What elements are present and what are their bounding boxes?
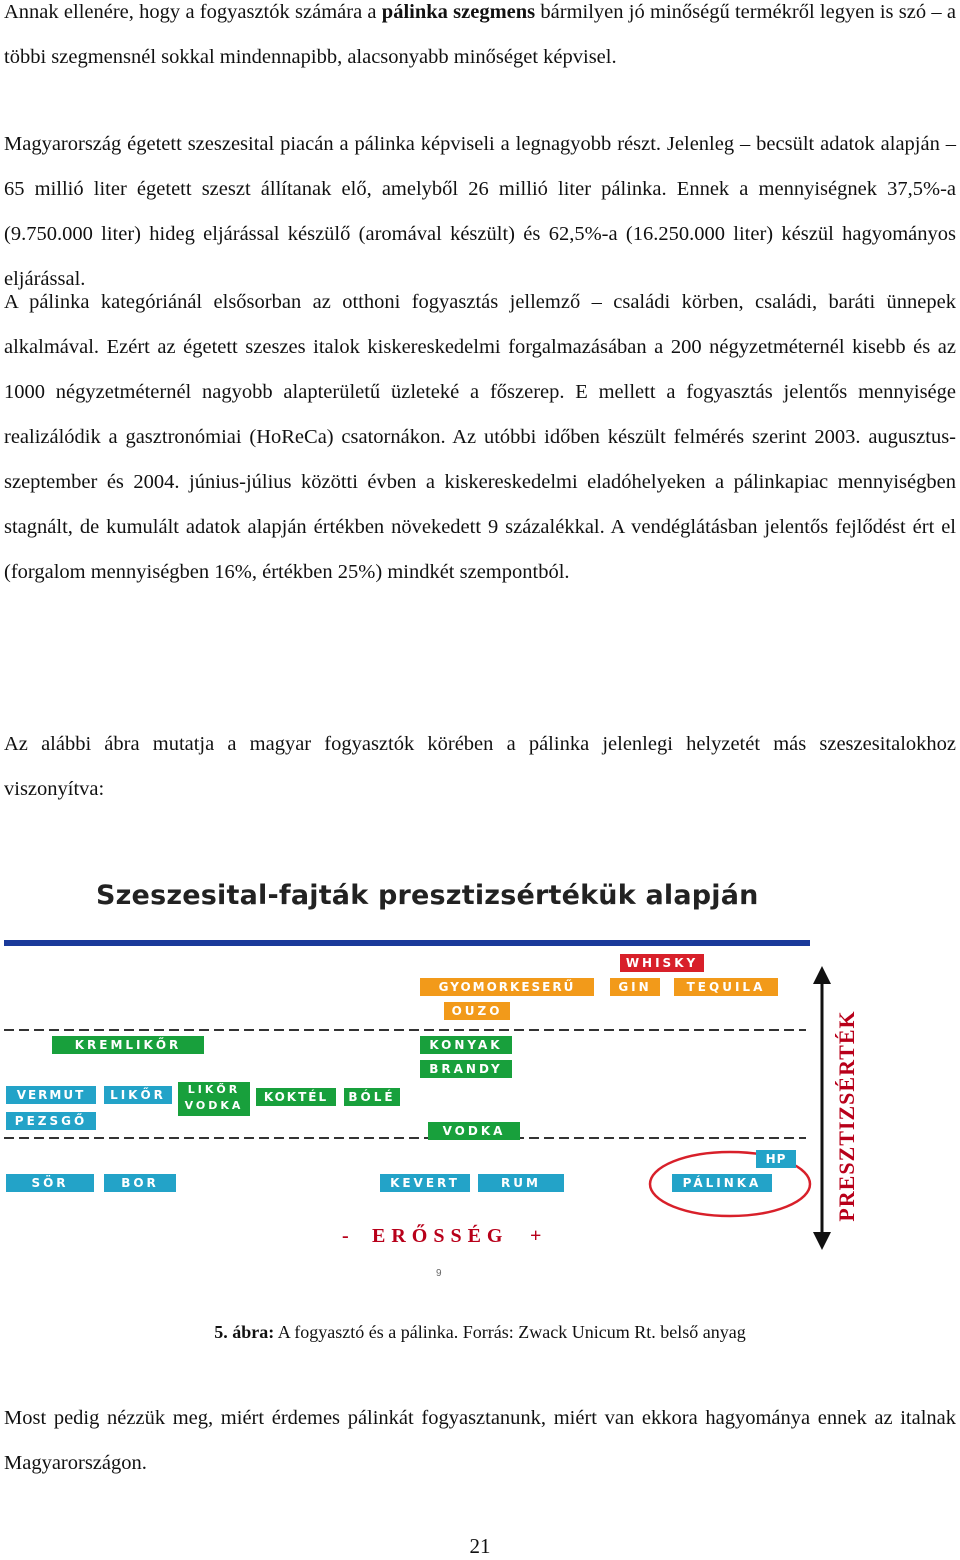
- box-rum: RUM: [478, 1174, 564, 1192]
- box-kremlikor: KREMLIKŐR: [52, 1036, 204, 1054]
- prestige-arrow-bottom: [813, 1232, 831, 1250]
- caption-label: 5. ábra:: [214, 1322, 275, 1342]
- box-vermut: VERMUT: [6, 1086, 96, 1104]
- paragraph-1: Annak ellenére, hogy a fogyasztók számára a pálinka szegmens bármilyen jó minőségű termékről legyen is szó – a többi szegmensnél sokkal mindennapibb, alacsonyabb minőséget képvisel.: [4, 1, 956, 68]
- box-pezsgo: PEZSGŐ: [6, 1112, 96, 1130]
- box-likor: LIKŐR: [104, 1086, 172, 1104]
- box-bole: BÓLÉ: [344, 1088, 400, 1106]
- box-gyomorkeseru: GYOMORKESERŰ: [420, 978, 594, 996]
- box-bor: BOR: [104, 1174, 176, 1192]
- box-konyak: KONYAK: [420, 1036, 512, 1054]
- strength-plus: +: [530, 1225, 542, 1247]
- box-whisky: WHISKY: [620, 954, 704, 972]
- box-sor: SÖR: [6, 1174, 94, 1192]
- box-palinka: PÁLINKA: [672, 1174, 772, 1192]
- box-brandy: BRANDY: [420, 1060, 512, 1078]
- paragraph-3: A pálinka kategóriánál elsősorban az otthoni fogyasztás jellemző – családi körben, családi, baráti ünnepek alkalmával. Ezért az égetett szeszes italok kiskereskedelmi forgalmazásában a 200 négyzetméternél kisebb és az 1000 négyzetméternél nagyobb alapterületű üzleteké a főszerep. E mellett a fogyasztás jelentős mennyisége realizálódik a gasztronómiai (HoReCa) csatornákon. Az utóbbi időben készült felmérés szerint 2003. augusztus-szeptember és 2004. június-július közötti évben a kiskereskedelmi eladóhelyeken a pálinkapiac mennyiségben stagnált, de kumulált adatok alapján értékben növekedett 9 százalékkal. A vendéglátásban jelentős fejlődést ért el (forgalom mennyiségben 16%, értékben 25%) mindkét szempontból.: [4, 291, 956, 583]
- prestige-figure: [0, 840, 960, 1300]
- paragraph-2: Magyarország égetett szeszesital piacán a pálinka képviseli a legnagyobb részt. Jelenleg – becsült adatok alapján – 65 millió liter égetett szeszt állítanak elő, amelyből 26 millió liter pálinka. Ennek a mennyiségnek 37,5%-a (9.750.000 liter) hideg eljárással készülő (aromával készült) és 62,5%-a (16.250.000 liter) készül hagyományos eljárással.: [4, 133, 956, 290]
- footnote-mark: 9: [436, 1268, 442, 1279]
- strength-minus: -: [342, 1225, 349, 1247]
- strength-label: ERŐSSÉG: [372, 1225, 509, 1247]
- prestige-arrow-top: [813, 966, 831, 984]
- box-tequila: TEQUILA: [674, 978, 778, 996]
- box-kevert: KEVERT: [380, 1174, 470, 1192]
- caption-text: A fogyasztó és a pálinka. Forrás: Zwack Unicum Rt. belső anyag: [274, 1322, 746, 1342]
- box-gin: GIN: [610, 978, 660, 996]
- top-band: [4, 940, 810, 946]
- box-hp: HP: [756, 1150, 796, 1168]
- page-number: 21: [469, 1534, 491, 1558]
- figure-title: Szeszesital-fajták presztizsértékük alapján: [96, 880, 759, 911]
- paragraph-5: Most pedig nézzük meg, miért érdemes pálinkát fogyasztanunk, miért van ekkora hagyománya ennek az italnak Magyarországon.: [4, 1407, 956, 1474]
- box-ouzo: OUZO: [444, 1002, 510, 1020]
- box-vodka: VODKA: [428, 1122, 520, 1140]
- paragraph-4: Az alábbi ábra mutatja a magyar fogyasztók körében a pálinka jelenlegi helyzetét más szeszesitalokhoz viszonyítva:: [4, 733, 956, 800]
- bold-term: pálinka szegmens: [381, 1, 536, 23]
- prestige-axis-label: PRESZTIZSÉRTÉK: [834, 1010, 859, 1222]
- box-likor-vodka: LIKŐR VODKA: [178, 1082, 250, 1116]
- box-koktel: KOKTÉL: [256, 1088, 336, 1106]
- figure-caption: [0, 1322, 960, 1343]
